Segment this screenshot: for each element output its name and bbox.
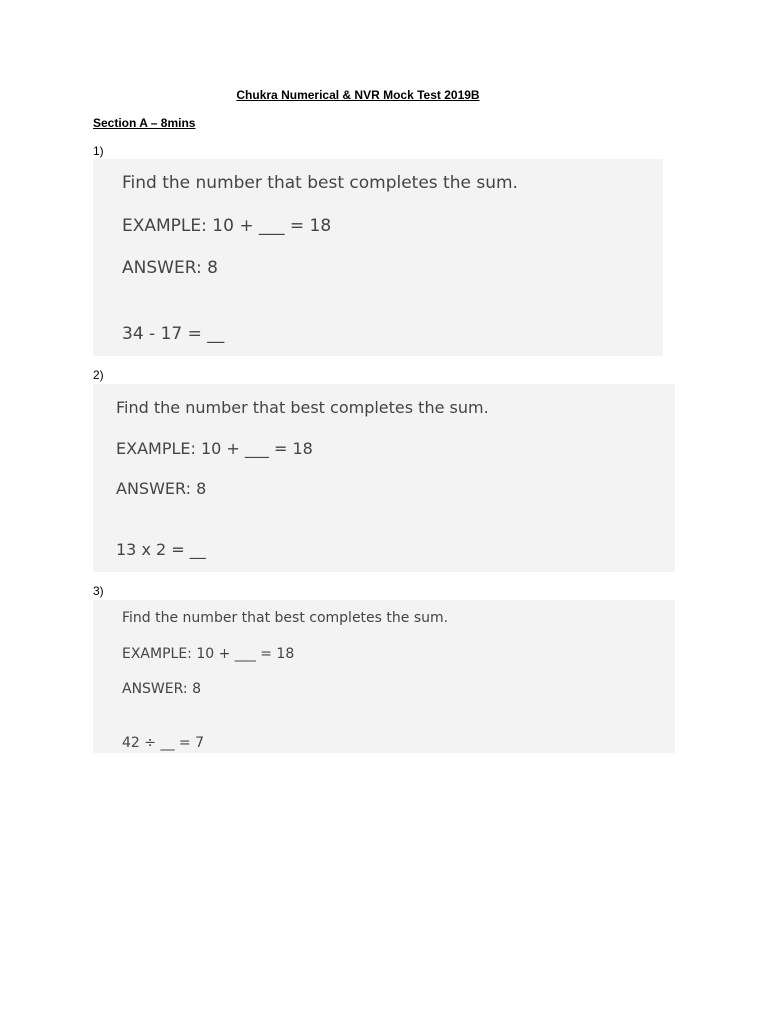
question-example: EXAMPLE: 10 + ___ = 18: [116, 439, 313, 458]
document-title: Chukra Numerical & NVR Mock Test 2019B: [236, 88, 480, 102]
question-answer: ANSWER: 8: [122, 681, 201, 697]
question-image-3: [93, 600, 675, 753]
question-problem: 13 x 2 = __: [116, 540, 206, 559]
question-number: 3): [93, 584, 104, 598]
question-number: 1): [93, 144, 104, 158]
section-heading: Section A – 8mins: [93, 116, 196, 130]
question-image-2: [93, 384, 675, 572]
question-instruction: Find the number that best completes the sum.: [116, 398, 489, 417]
question-answer: ANSWER: 8: [122, 258, 218, 278]
question-instruction: Find the number that best completes the sum.: [122, 173, 518, 193]
question-number: 2): [93, 368, 104, 382]
question-example: EXAMPLE: 10 + ___ = 18: [122, 216, 332, 236]
question-problem: 42 ÷ __ = 7: [122, 735, 204, 751]
question-example: EXAMPLE: 10 + ___ = 18: [122, 646, 295, 662]
question-problem: 34 - 17 = __: [122, 324, 225, 344]
question-answer: ANSWER: 8: [116, 479, 207, 498]
question-image-1: [93, 159, 663, 356]
question-instruction: Find the number that best completes the sum.: [122, 610, 449, 626]
